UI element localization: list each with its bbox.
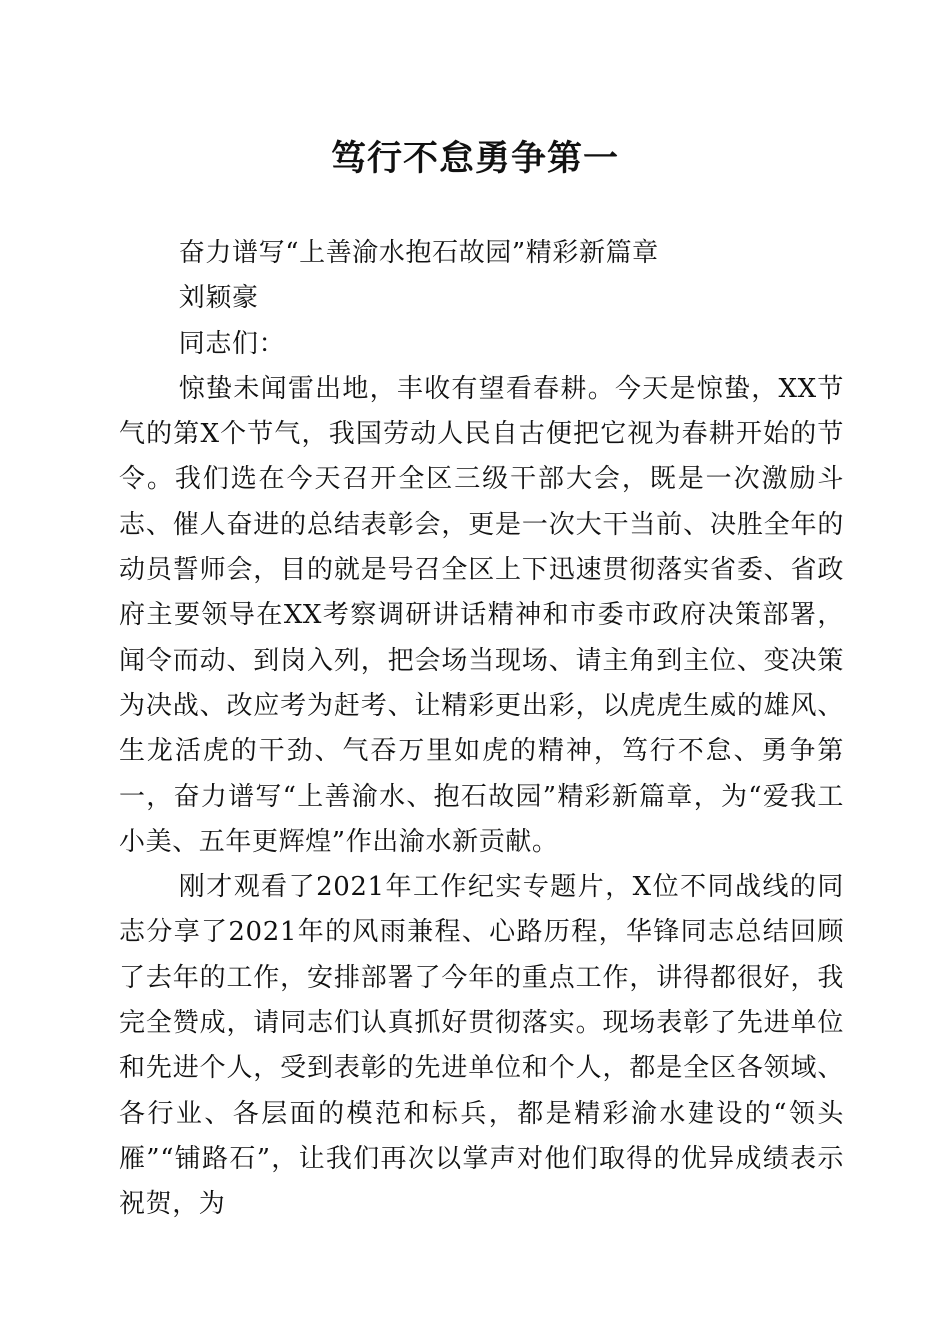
document-body [119, 231, 844, 1228]
body-paragraph: 刚才观看了2021年工作纪实专题片，X位不同战线的同志分享了2021年的风雨兼程、心路历程，华锋同志总结回顾了去年的工作，安排部署了今年的重点工作，讲得都很好，我完全赞成，请同志们认真抓好贯彻落实。现场表彰了先进单位和先进个人，受到表彰的先进单位和个人，都是全区各领域、各行业、各层面的模范和标兵，都是精彩渝水建设的“领头雁”“铺路石”，让我们再次以掌声对他们取得的优异成绩表示祝贺，为 [119, 872, 844, 1220]
document-subtitle: 奋力谱写“上善渝水抱石故园”精彩新篇章 [178, 238, 659, 268]
document-title: 笃行不怠勇争第一 [330, 138, 619, 179]
document-author: 刘颖豪 [178, 283, 259, 314]
document-salutation: 同志们： [178, 328, 286, 359]
body-paragraph: 惊蛰未闻雷出地，丰收有望看春耕。今天是惊蛰，XX节气的第X个节气，我国劳动人民自古便把它视为春耕开始的节令。我们选在今天召开全区三级干部大会，既是一次激励斗志、催人奋进的总结表彰会，更是一次大干当前、决胜全年的动员誓师会，目的就是号召全区上下迅速贯彻落实省委、省政府主要领导在XX考察调研讲话精神和市委市政府决策部署，闻令而动、到岗入列，把会场当现场、请主角到主位、变决策为决战、改应考为赶考、让精彩更出彩，以虎虎生威的雄风、生龙活虎的干劲、气吞万里如虎的精神，笃行不怠、勇争第一，奋力谱写“上善渝水、抱石故园”精彩新篇章，为“爱我工小美、五年更辉煌”作出渝水新贡献。 [119, 373, 844, 857]
